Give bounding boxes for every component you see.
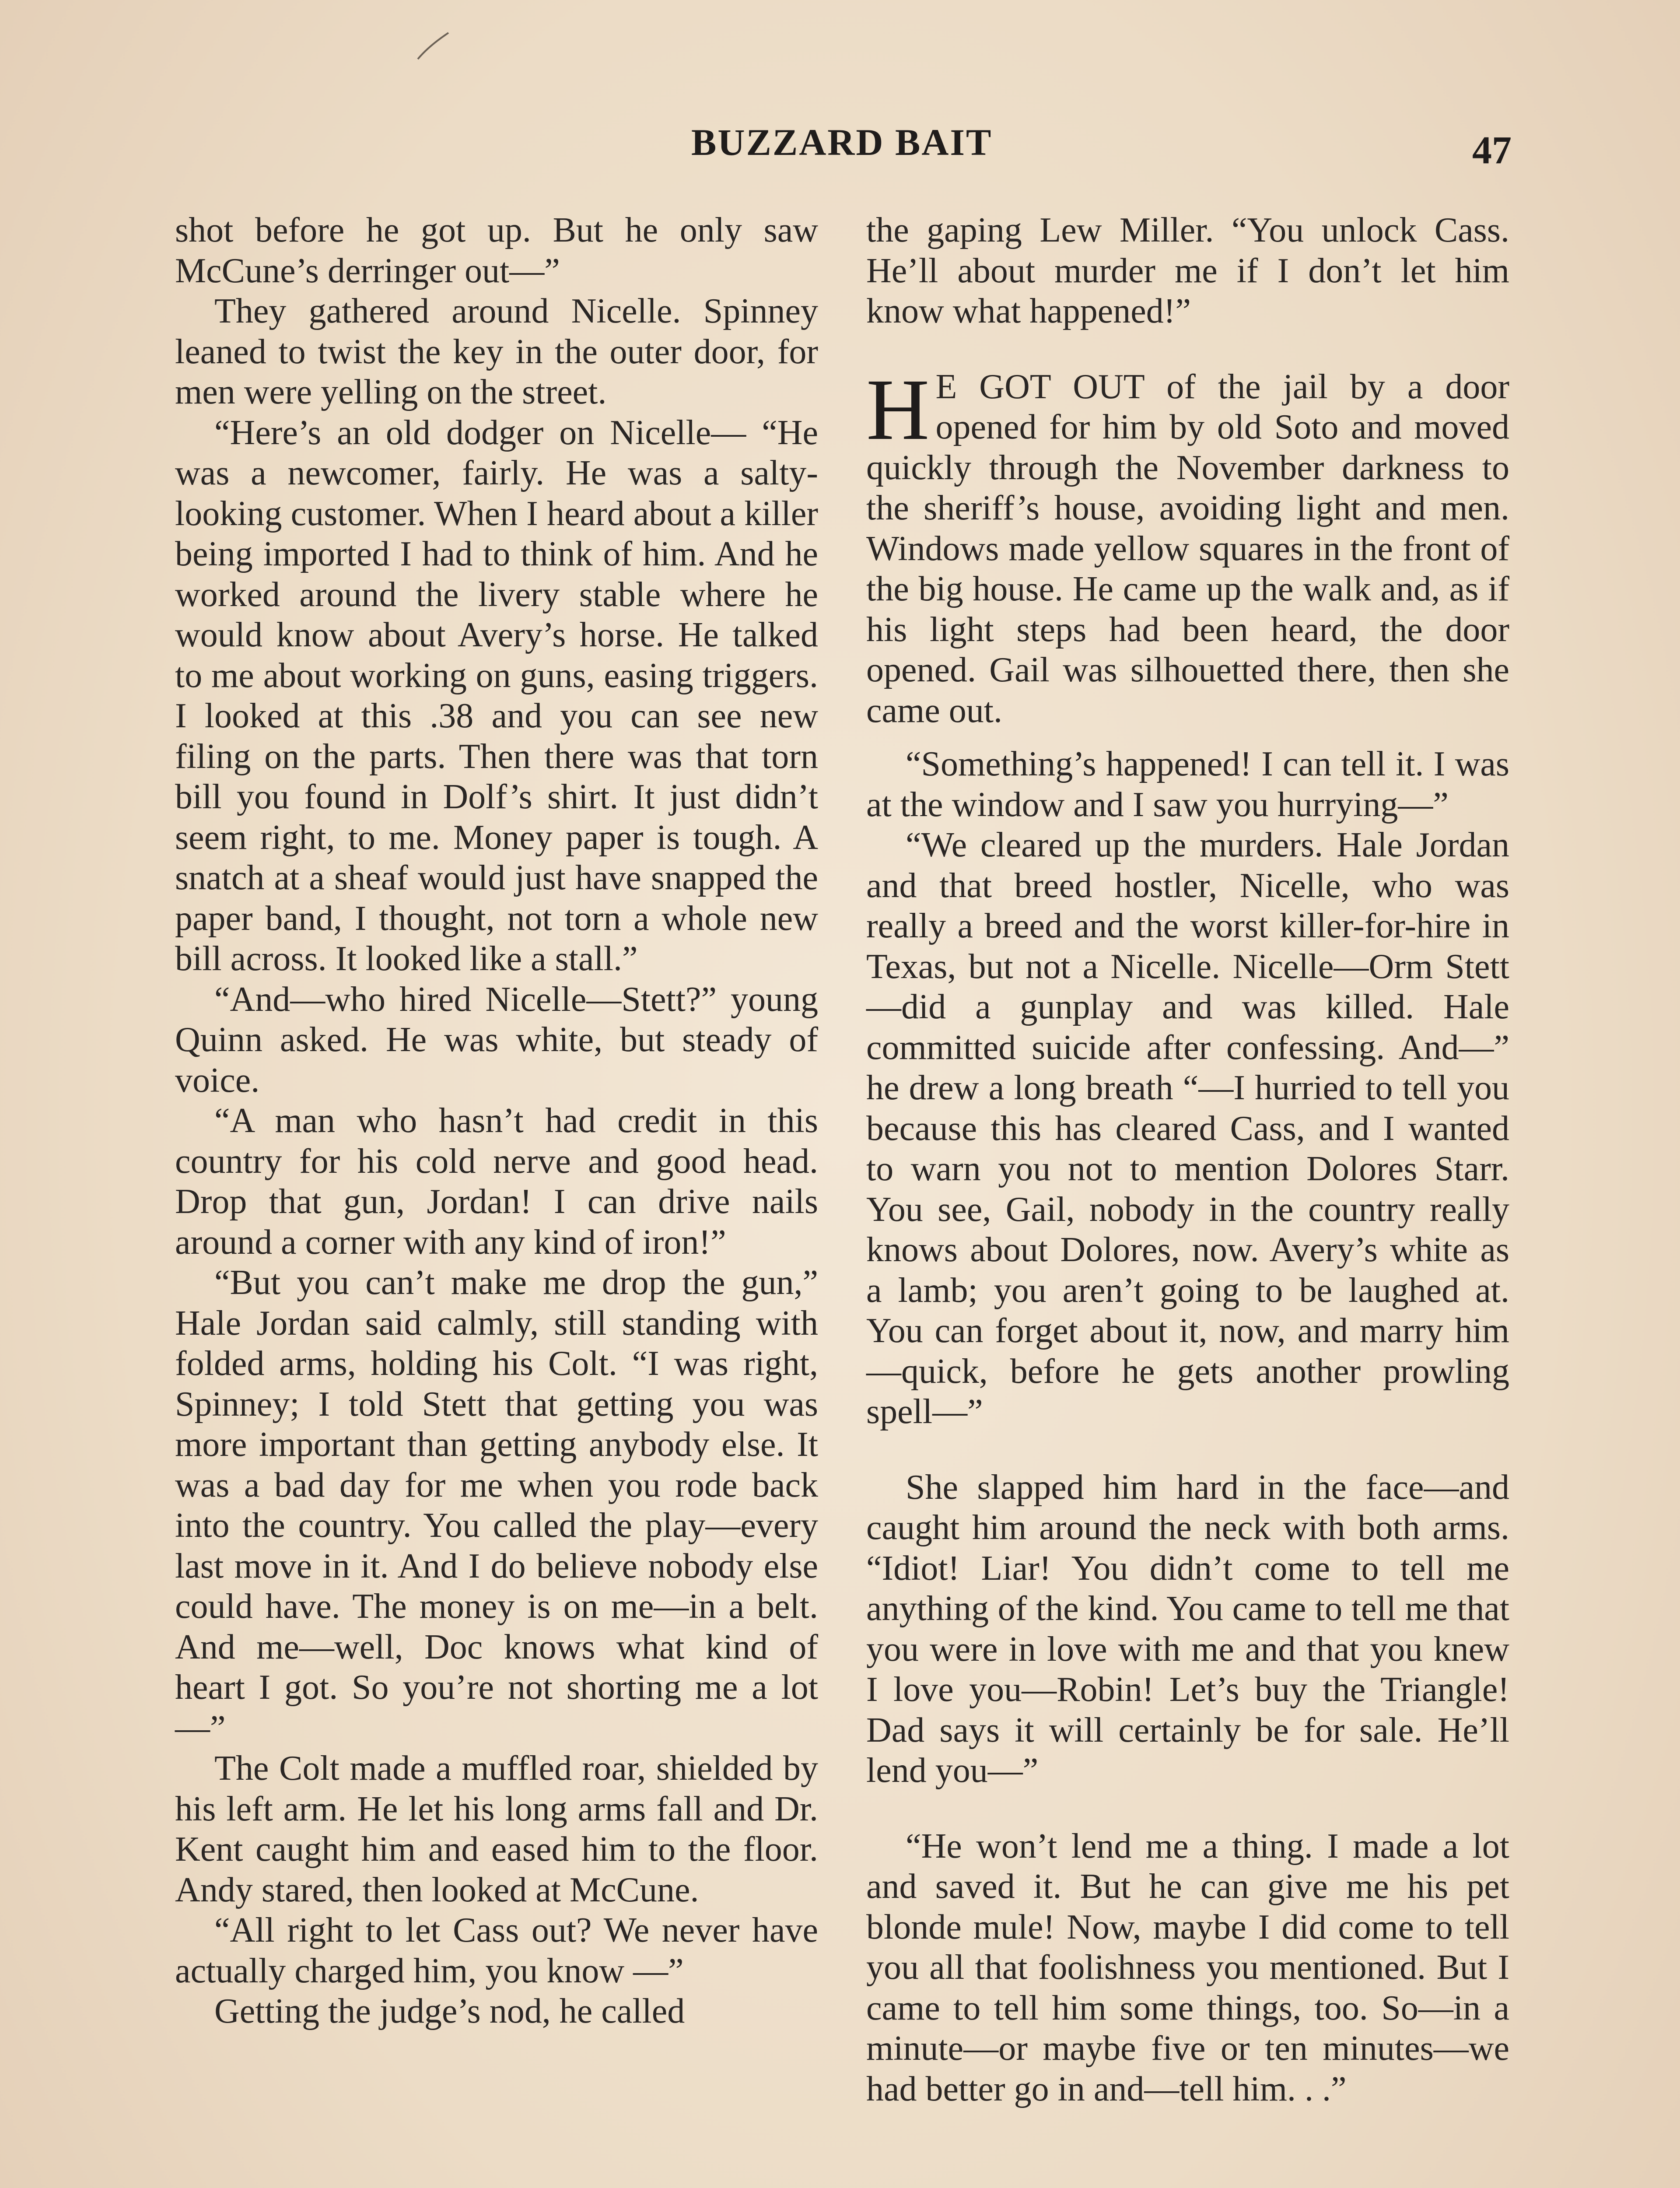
paragraph: “He won’t lend me a thing. I made a lot and saved it. But he can give me his pet blonde mule! Now, maybe I did come to tell you all that foolishness you mentioned. But I came to tell him some things, too. So—in a minute—or maybe five or ten minutes—we had better go in and—tell him. . .” xyxy=(866,1827,1509,2108)
paragraph: the gaping Lew Miller. “You unlock Cass. He’ll about murder me if I don’t let him know what happened!” xyxy=(866,211,1509,330)
paragraph: They gathered around Nicelle. Spinney leaned to twist the key in the outer door, for men were yelling on the street. xyxy=(175,292,818,411)
paragraph: “And—who hired Nicelle—Stett?” young Quinn asked. He was white, but steady of voice. xyxy=(175,980,818,1100)
paragraph: She slapped him hard in the face—and caught him around the neck with both arms. “Idiot! Liar! You didn’t come to tell me anything of the kind. You came to tell me that you were in love with me and that you knew I love you—Robin! Let’s buy the Triangle! Dad says it will certainly be for sale. He’ll lend you—” xyxy=(866,1468,1509,1790)
paragraph: “We cleared up the murders. Hale Jordan and that breed hostler, Nicelle, who was really a breed and the worst killer-for-hire in Texas, but not a Nicelle. Nicelle—Orm Stett—did a gunplay and was killed. Hale committed suicide after confessing. And—” he drew a long breath “—I hurried to tell you because this has cleared Cass, and I wanted to warn you not to mention Dolores Starr. You see, Gail, nobody in the country really knows about Dolores, now. Avery’s white as a lamb; you aren’t going to be laughed at. You can forget about it, now, and marry him—quick, before he gets another prowling spell—” xyxy=(866,826,1509,1431)
drop-cap-letter: H xyxy=(866,361,930,458)
paragraph: “Here’s an old dodger on Nicelle— “He was a newcomer, fairly. He was a salty-looking customer. When I heard about a killer being imported I had to think of him. And he worked around the livery stable where he would know about Avery’s horse. He talked to me about working on guns, easing triggers. I looked at this .38 and you can see new filing on the parts. Then there was that torn bill you found in Dolf’s shirt. It just didn’t seem right, to me. Money paper is tough. A snatch at a sheaf would just have snapped the paper band, I thought, not torn a whole new bill across. It looked like a stall.” xyxy=(175,413,818,978)
running-header-title: BUZZARD BAIT xyxy=(691,121,993,163)
paragraph: Getting the judge’s nod, he called xyxy=(214,1992,685,2030)
left-text-column xyxy=(175,210,818,2032)
pencil-mark-icon xyxy=(416,31,451,61)
section-opening-text: E GOT OUT of the jail by a door opened for him by old Soto and moved quickly through the November darkness to the sheriff’s house, avoiding light and men. Windows made yellow squares in the front of the big house. He came up the walk and, as if his light steps had been heard, the door opened. Gail was silhouetted there, then she came out. xyxy=(866,367,1509,730)
page-number: 47 xyxy=(1472,129,1512,172)
section-opening-paragraph xyxy=(866,361,1509,731)
paragraph: The Colt made a muffled roar, shielded by his left arm. He let his long arms fall and Dr. Kent caught him and eased him to the floor. Andy stared, then looked at McCune. xyxy=(175,1749,818,1909)
paragraph: “But you can’t make me drop the gun,” Hale Jordan said calmly, still standing with folded arms, holding his Colt. “I was right, Spinney; I told Stett that getting you was more important than getting anybody else. It was a bad day for me when you rode back into the country. You called the play—every last move in it. And I do believe nobody else could have. The money is on me—in a belt. And me—well, Doc knows what kind of heart I got. So you’re not shorting me a lot—” xyxy=(175,1263,818,1747)
paragraph: shot before he got up. But he only saw McCune’s derringer out—” xyxy=(175,211,818,290)
paragraph: “A man who hasn’t had credit in this country for his cold nerve and good head. Drop that gun, Jordan! I can drive nails around a corner with any kind of iron!” xyxy=(175,1101,818,1262)
right-text-column xyxy=(866,210,1509,2109)
paragraph: “Something’s happened! I can tell it. I was at the window and I saw you hurrying—” xyxy=(866,745,1509,824)
paragraph: “All right to let Cass out? We never have actually charged him, you know —” xyxy=(175,1911,818,1990)
